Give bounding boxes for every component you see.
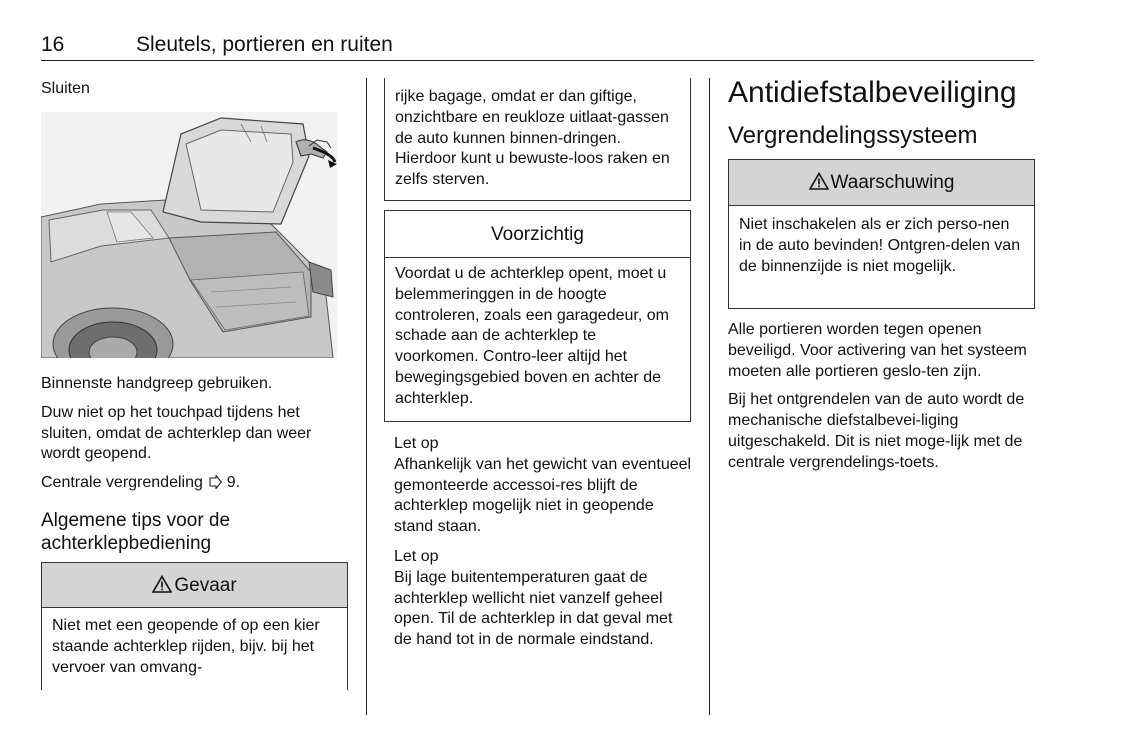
subsection-heading: Vergrendelingssysteem bbox=[728, 122, 978, 149]
warning-triangle-icon bbox=[809, 162, 829, 208]
note1-title: Let op bbox=[394, 435, 439, 452]
closing-heading: Sluiten bbox=[41, 80, 90, 97]
warning-box-text: Niet inschakelen als er zich perso-nen in de auto bevinden! Ontgren-delen van de binnenzijde is niet mogelijk. bbox=[739, 216, 1021, 275]
header-rule bbox=[41, 60, 1034, 61]
reference-page-link[interactable]: 9. bbox=[226, 474, 241, 492]
note2-text: Bij lage buitentemperaturen gaat de achterklep wellicht niet vanzelf geheel open. Til de achterklep in dat geval met de hand tot in de normale eindstand. bbox=[394, 568, 673, 649]
column-divider-right bbox=[709, 78, 710, 715]
danger-box-title: Gevaar bbox=[174, 575, 237, 596]
page-header-title: Sleutels, portieren en ruiten bbox=[136, 33, 393, 56]
warning-box bbox=[728, 159, 1035, 309]
danger-box-continued-text: rijke bagage, omdat er dan giftige, onzichtbare en reukloze uitlaat-gassen de auto kunnen binnen-dringen. Hierdoor kunt u bewuste-loos raken en zelfs sterven. bbox=[395, 88, 670, 189]
right-column-body bbox=[728, 320, 1033, 482]
warning-box-header bbox=[729, 160, 1034, 206]
tailgate-tips-heading bbox=[41, 509, 351, 555]
danger-box-header bbox=[42, 563, 347, 608]
caution-box-text: Voordat u de achterklep opent, moet u belemmeringgen in de hoogte controleren, zoals een garagedeur, om schade aan de achterklep te voorkomen. Contro-leer altijd het bewegingsgebied boven en achter de achterklep. bbox=[395, 265, 669, 407]
tailgate-tips-heading-line2: achterklepbediening bbox=[41, 532, 212, 554]
paragraph-central-locking bbox=[41, 473, 351, 496]
caution-box-title: Voorzichtig bbox=[491, 224, 584, 245]
section-heading: Antidiefstalbeveiliging bbox=[728, 76, 1017, 109]
note1-text: Afhankelijk van het gewicht van eventueel gemonteerde accessoi-res blijft de achterklep mogelijk niet in geopende stand staan. bbox=[394, 455, 692, 536]
tailgate-tips-heading-line1: Algemene tips voor de bbox=[41, 509, 231, 531]
paragraph-touchpad: Duw niet op het touchpad tijdens het sluiten, omdat de achterklep dan weer wordt geopend. bbox=[41, 403, 312, 463]
warning-triangle-icon bbox=[152, 565, 172, 610]
paragraph-unlocking: Bij het ontgrendelen van de auto wordt de mechanische diefstalbevei-liging uitgeschakeld. Dit is niet moge-lijk met de centrale vergrendelings-toets. bbox=[728, 391, 1025, 471]
left-column bbox=[41, 79, 351, 100]
danger-box bbox=[41, 562, 348, 690]
left-column-body bbox=[41, 374, 351, 555]
danger-box-text: Niet met een geopende of op een kier staande achterklep rijden, bijv. bij het vervoer van omvang- bbox=[52, 617, 320, 676]
note2-title: Let op bbox=[394, 547, 439, 565]
middle-notes bbox=[394, 434, 694, 659]
paragraph-all-doors: Alle portieren worden tegen openen beveiligd. Voor activering van het systeem moeten alle portieren geslo-ten zijn. bbox=[728, 321, 1027, 380]
caution-box bbox=[384, 210, 691, 422]
right-column-headings bbox=[728, 76, 1038, 150]
danger-box-continued bbox=[384, 78, 691, 201]
page-number: 16 bbox=[41, 33, 65, 56]
warning-box-title: Waarschuwing bbox=[830, 172, 955, 193]
central-locking-text: Centrale vergrendeling bbox=[41, 474, 203, 492]
column-divider-left bbox=[366, 78, 367, 715]
car-tailgate-closing-illustration bbox=[41, 112, 337, 358]
caution-box-header bbox=[385, 211, 690, 258]
paragraph-inner-handle: Binnenste handgreep gebruiken. bbox=[41, 375, 273, 392]
reference-arrow-icon bbox=[209, 475, 222, 496]
